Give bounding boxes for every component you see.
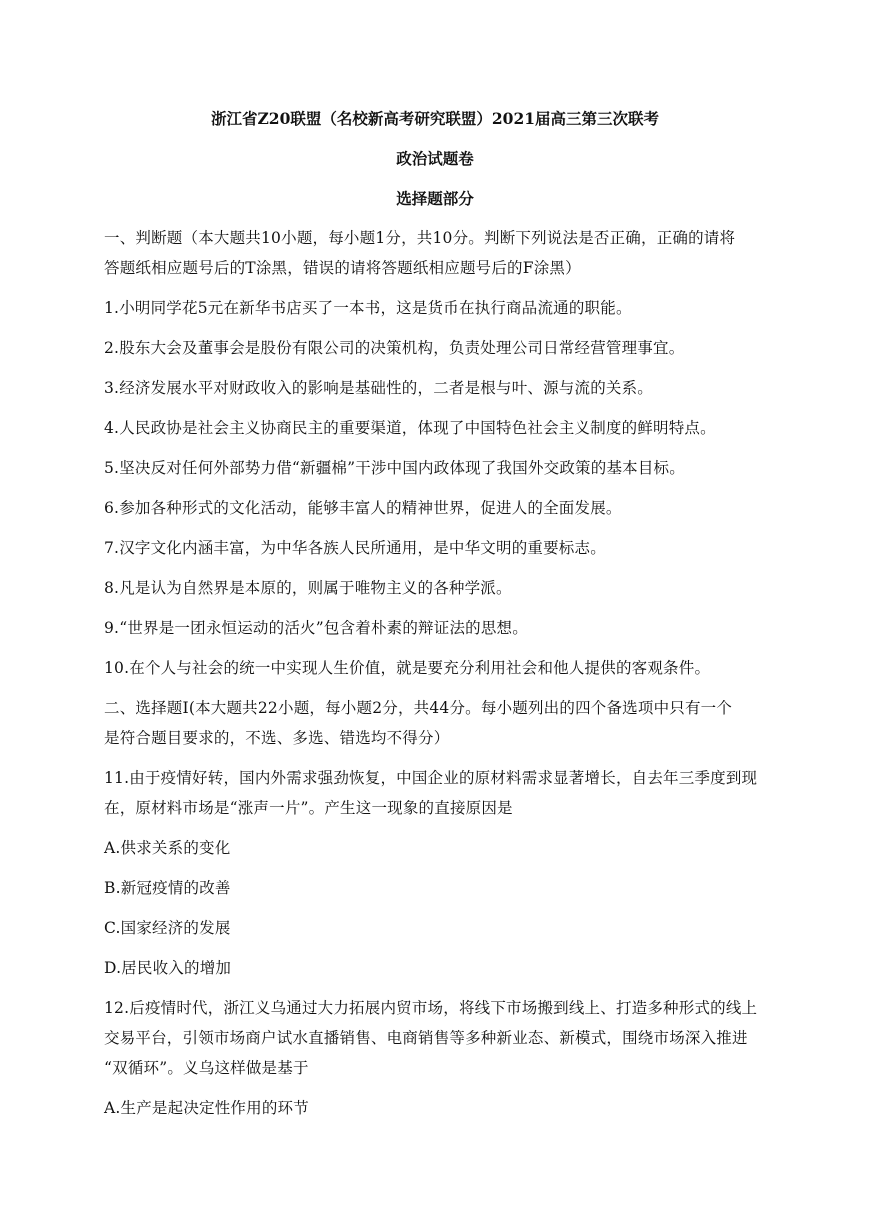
question-11-option-c: C.国家经济的发展 — [104, 919, 231, 937]
question-4: 4.人民政协是社会主义协商民主的重要渠道，体现了中国特色社会主义制度的鲜明特点。 — [104, 419, 716, 437]
question-2: 2.股东大会及董事会是股份有限公司的决策机构，负责处理公司日常经营管理事宜。 — [104, 339, 685, 357]
part2-instruction-line2: 是符合题目要求的，不选、多选、错选均不得分） — [104, 729, 450, 747]
question-12-option-a: A.生产是起决定性作用的环节 — [104, 1099, 309, 1117]
question-5: 5.坚决反对任何外部势力借“新疆棉”干涉中国内政体现了我国外交政策的基本目标。 — [104, 459, 685, 477]
section-heading: 选择题部分 — [396, 189, 474, 208]
question-10: 10.在个人与社会的统一中实现人生价值，就是要充分利用社会和他人提供的客观条件。 — [104, 659, 711, 677]
part1-instruction-line2: 答题纸相应题号后的T涂黑，错误的请将答题纸相应题号后的F涂黑） — [104, 259, 581, 277]
exam-title: 浙江省Z20联盟（名校新高考研究联盟）2021届高三第三次联考 — [210, 109, 660, 128]
question-3: 3.经济发展水平对财政收入的影响是基础性的，二者是根与叶、源与流的关系。 — [104, 379, 653, 397]
question-11-option-d: D.居民收入的增加 — [104, 959, 232, 977]
part2-instruction-line1: 二、选择题Ⅰ(本大题共22小题，每小题2分，共44分。每小题列出的四个备选项中只有一个 — [104, 699, 733, 717]
question-11-line1: 11.由于疫情好转，国内外需求强劲恢复，中国企业的原材料需求显著增长，自去年三季度到现 — [104, 769, 758, 787]
question-12-line2: 交易平台，引领市场商户试水直播销售、电商销售等多种新业态、新模式，围绕市场深入推进 — [104, 1029, 748, 1047]
question-8: 8.凡是认为自然界是本原的，则属于唯物主义的各种学派。 — [104, 579, 512, 597]
question-1: 1.小明同学花5元在新华书店买了一本书，这是货币在执行商品流通的职能。 — [104, 299, 632, 317]
question-11-option-b: B.新冠疫情的改善 — [104, 879, 231, 897]
question-12-line1: 12.后疫情时代，浙江义乌通过大力拓展内贸市场，将线下市场搬到线上、打造多种形式的线上 — [104, 999, 758, 1017]
question-9: 9.“世界是一团永恒运动的活火”包含着朴素的辩证法的思想。 — [104, 619, 528, 637]
question-11-option-a: A.供求关系的变化 — [104, 839, 231, 857]
question-12-line3: “双循环”。义乌这样做是基于 — [104, 1059, 309, 1077]
part1-instruction-line1: 一、判断题（本大题共10小题，每小题1分，共10分。判断下列说法是否正确，正确的请将 — [104, 229, 736, 247]
question-7: 7.汉字文化内涵丰富，为中华各族人民所通用，是中华文明的重要标志。 — [104, 539, 606, 557]
exam-subtitle: 政治试题卷 — [396, 149, 474, 168]
question-6: 6.参加各种形式的文化活动，能够丰富人的精神世界，促进人的全面发展。 — [104, 499, 622, 517]
question-11-line2: 在，原材料市场是“涨声一片”。产生这一现象的直接原因是 — [104, 799, 513, 817]
